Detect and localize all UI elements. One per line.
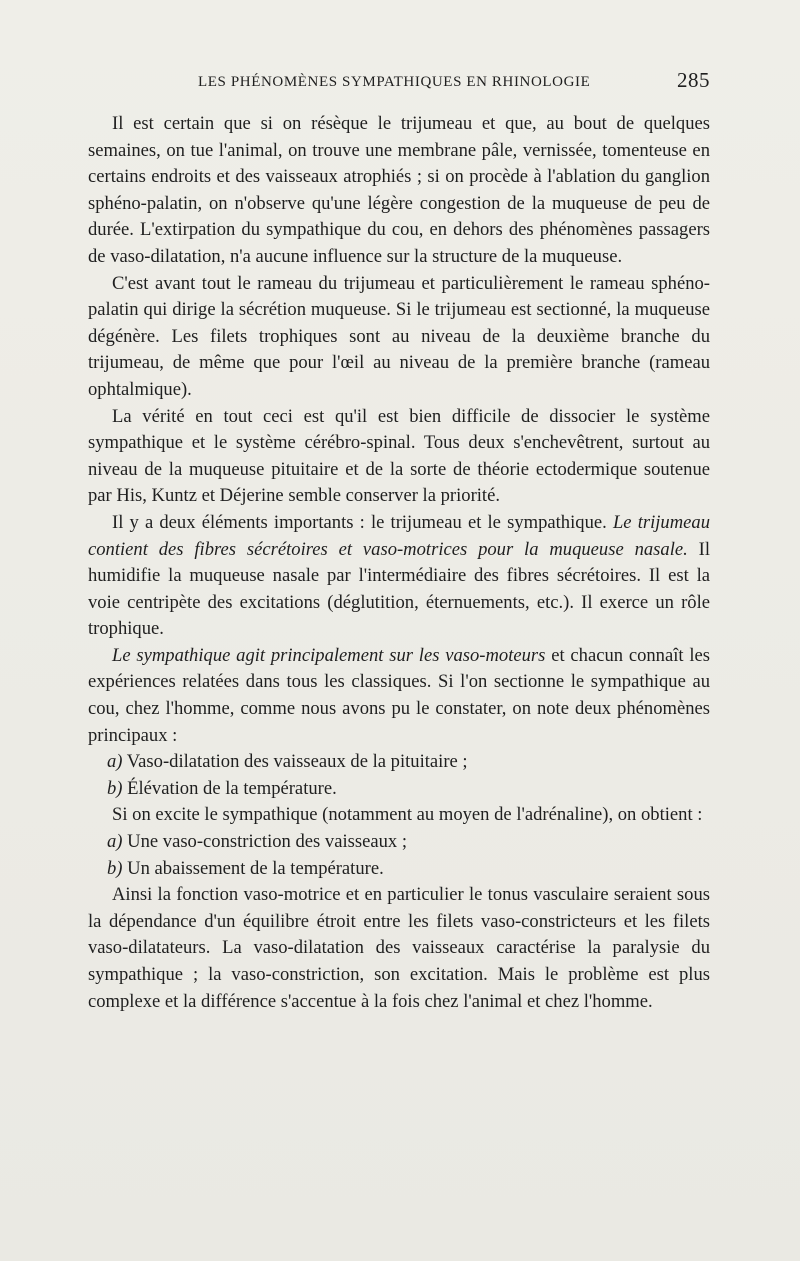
list-marker: b) — [107, 777, 123, 799]
list-item — [88, 776, 710, 803]
list-item-text: Élévation de la température. — [122, 777, 337, 799]
list-marker: a) — [107, 831, 123, 853]
list-marker: a) — [107, 751, 123, 773]
paragraph-4-start: Il y a deux éléments importants : le trijumeau et le sympathique. — [112, 511, 613, 533]
paragraph-4-italic: Le trijumeau contient des fibres sécrétoires et vaso-motrices pour la muqueuse nasale. — [88, 511, 710, 560]
paragraph-4-end: Il humidifie la muqueuse nasale par l'intermédiaire des fibres sécrétoires. Il est la voie centripète des excitations (déglutition, éternuements, etc.). Il exerce un rôle trophique. — [88, 538, 710, 640]
list-item — [88, 856, 710, 883]
list-item-text: Un abaissement de la température. — [122, 857, 384, 879]
running-title: LES PHÉNOMÈNES SYMPATHIQUES EN RHINOLOGIE — [198, 74, 591, 90]
paragraph-5-italic: Le sympathique agit principalement sur les vaso-moteurs — [112, 644, 546, 666]
list-item — [88, 829, 710, 856]
page-number: 285 — [677, 68, 710, 92]
paragraph-6: Si on excite le sympathique (notamment au moyen de l'adrénaline), on obtient : — [112, 804, 703, 826]
paragraph-1: Il est certain que si on résèque le trijumeau et que, au bout de quelques semaines, on tue l'animal, on trouve une membrane pâle, vernissée, tomenteuse en certains endroits et des vaisseaux atrophiés ; si on procède à l'ablation du ganglion sphéno-palatin, on n'observe qu'une légère congestion de la muqueuse de peu de durée. L'extirpation du sympathique du cou, en dehors des phénomènes passagers de vaso-dilatation, n'a aucune influence sur la structure de la muqueuse. — [88, 113, 710, 267]
list-item-text: Vaso-dilatation des vaisseaux de la pituitaire ; — [122, 751, 468, 773]
list-marker: b) — [107, 857, 123, 879]
paragraph-4 — [88, 510, 710, 643]
list-item — [88, 749, 710, 776]
page-header — [88, 68, 710, 98]
list-item-text: Une vaso-constriction des vaisseaux ; — [122, 831, 408, 853]
body-text — [88, 111, 710, 1015]
paragraph-2: C'est avant tout le rameau du trijumeau et particulièrement le rameau sphéno-palatin qui dirige la sécrétion muqueuse. Si le trijumeau est sectionné, la muqueuse dégénère. Les filets trophiques sont au niveau de la deuxième branche du trijumeau, de même que pour l'œil au niveau de la première branche (rameau ophtalmique). — [88, 272, 710, 400]
paragraph-5-end: et chacun connaît les expériences relatées dans tous les classiques. Si l'on sectionne le sympathique au cou, chez l'homme, comme nous avons pu le constater, on note deux phénomènes principaux : — [88, 644, 711, 746]
paragraph-5 — [88, 643, 710, 749]
paragraph-7: Ainsi la fonction vaso-motrice et en particulier le tonus vasculaire seraient sous la dépendance d'un équilibre étroit entre les filets vaso-constricteurs et les filets vaso-dilatateurs. La vaso-dilatation des vaisseaux caractérise la paralysie du sympathique ; la vaso-constriction, son excitation. Mais le problème est plus complexe et la différence s'accentue à la fois chez l'animal et chez l'homme. — [88, 884, 710, 1012]
paragraph-3: La vérité en tout ceci est qu'il est bien difficile de dissocier le système sympathique et le système cérébro-spinal. Tous deux s'enchevêtrent, surtout au niveau de la muqueuse pituitaire et de la sorte de théorie ectodermique soutenue par His, Kuntz et Déjerine semble conserver la priorité. — [88, 405, 710, 507]
